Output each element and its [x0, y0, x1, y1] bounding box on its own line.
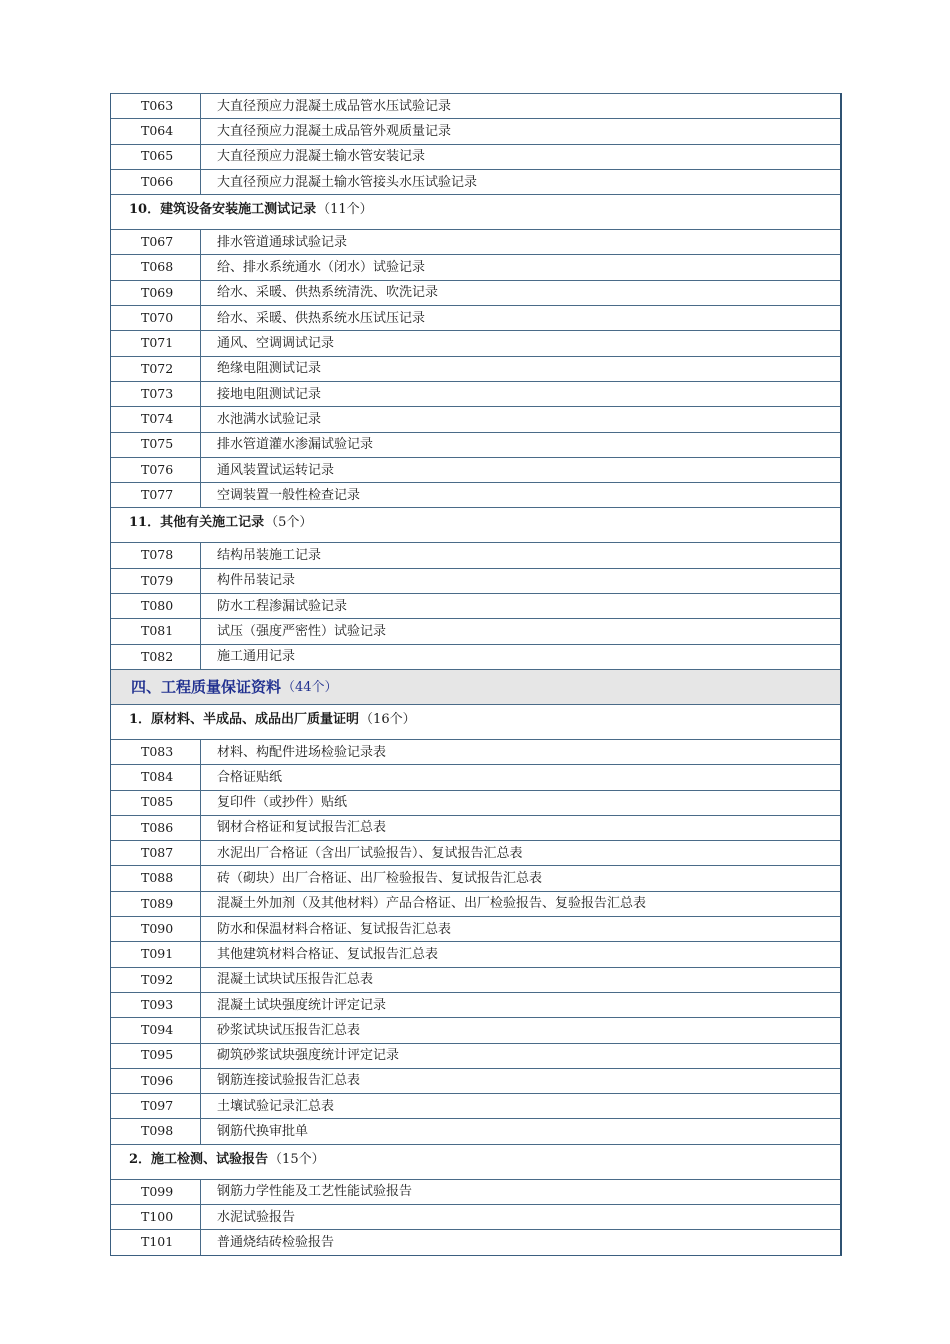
- section-title: 四、工程质量保证资料: [131, 678, 282, 697]
- record-code: T064: [111, 119, 201, 143]
- record-name: 材料、构配件进场检验记录表: [217, 744, 387, 760]
- subsection-header: [111, 194, 840, 229]
- records-table: [110, 93, 842, 1256]
- record-name: 大直径预应力混凝土输水管安装记录: [217, 149, 426, 165]
- record-name: 水泥出厂合格证（含出厂试验报告）、复试报告汇总表: [217, 845, 523, 861]
- table-row: [111, 764, 840, 789]
- table-row: [111, 1017, 840, 1042]
- record-name: 绝缘电阻测试记录: [217, 361, 322, 377]
- subsection-header: [111, 704, 840, 739]
- record-code: T082: [111, 645, 201, 669]
- record-name: 大直径预应力混凝土输水管接头水压试验记录: [217, 174, 478, 190]
- record-name: 结构吊装施工记录: [217, 548, 322, 564]
- subsection-count: （16个）: [360, 711, 416, 727]
- record-code: T089: [111, 892, 201, 916]
- record-name: 钢筋代换审批单: [217, 1124, 309, 1140]
- record-code: T101: [111, 1230, 201, 1254]
- record-name: 合格证贴纸: [217, 769, 283, 785]
- record-name: 给、排水系统通水（闭水）试验记录: [217, 260, 426, 276]
- record-code: T090: [111, 917, 201, 941]
- record-name: 水池满水试验记录: [217, 411, 322, 427]
- record-code: T095: [111, 1044, 201, 1068]
- subsection-count: （15个）: [269, 1151, 325, 1167]
- table-row: [111, 1043, 840, 1068]
- record-code: T091: [111, 942, 201, 966]
- record-code: T083: [111, 740, 201, 764]
- table-row: [111, 891, 840, 916]
- subsection-header: [111, 507, 840, 542]
- table-row: [111, 992, 840, 1017]
- record-code: T072: [111, 357, 201, 381]
- subsection-header: [111, 1144, 840, 1179]
- table-row: [111, 356, 840, 381]
- record-name: 施工通用记录: [217, 649, 296, 665]
- record-code: T088: [111, 866, 201, 890]
- record-name: 其他建筑材料合格证、复试报告汇总表: [217, 946, 439, 962]
- record-name: 混凝土外加剂（及其他材料）产品合格证、出厂检验报告、复验报告汇总表: [217, 896, 647, 912]
- table-row: [111, 381, 840, 406]
- table-row: [111, 1229, 840, 1254]
- table-row: [111, 916, 840, 941]
- table-row: [111, 967, 840, 992]
- record-code: T071: [111, 331, 201, 355]
- record-name: 接地电阻测试记录: [217, 386, 322, 402]
- record-name: 排水管道通球试验记录: [217, 234, 348, 250]
- table-row: [111, 93, 840, 118]
- record-name: 通风装置试运转记录: [217, 462, 335, 478]
- record-name: 空调装置一般性检查记录: [217, 487, 361, 503]
- section-header: [111, 669, 840, 704]
- record-code: T063: [111, 94, 201, 118]
- record-name: 给水、采暖、供热系统清洗、吹洗记录: [217, 285, 439, 301]
- record-code: T098: [111, 1119, 201, 1143]
- table-row: [111, 229, 840, 254]
- table-row: [111, 482, 840, 507]
- record-code: T093: [111, 993, 201, 1017]
- table-row: [111, 144, 840, 169]
- record-name: 混凝土试块强度统计评定记录: [217, 997, 387, 1013]
- record-name: 试压（强度严密性）试验记录: [217, 623, 387, 639]
- record-code: T081: [111, 619, 201, 643]
- table-row: [111, 1093, 840, 1118]
- record-code: T077: [111, 483, 201, 507]
- table-row: [111, 169, 840, 194]
- table-row: [111, 542, 840, 567]
- record-name: 砂浆试块试压报告汇总表: [217, 1022, 361, 1038]
- table-row: [111, 865, 840, 890]
- record-name: 通风、空调调试记录: [217, 336, 335, 352]
- record-name: 砌筑砂浆试块强度统计评定记录: [217, 1048, 400, 1064]
- table-row: [111, 568, 840, 593]
- table-row: [111, 457, 840, 482]
- record-code: T099: [111, 1180, 201, 1204]
- table-row: [111, 1204, 840, 1229]
- record-name: 大直径预应力混凝土成品管水压试验记录: [217, 98, 452, 114]
- record-code: T065: [111, 145, 201, 169]
- record-name: 钢筋连接试验报告汇总表: [217, 1073, 361, 1089]
- record-name: 大直径预应力混凝土成品管外观质量记录: [217, 123, 452, 139]
- record-name: 复印件（或抄件）贴纸: [217, 795, 348, 811]
- record-name: 钢筋力学性能及工艺性能试验报告: [217, 1184, 413, 1200]
- section-count: （44个）: [282, 680, 338, 696]
- record-code: T066: [111, 170, 201, 194]
- table-row: [111, 790, 840, 815]
- record-name: 土壤试验记录汇总表: [217, 1098, 335, 1114]
- record-code: T068: [111, 255, 201, 279]
- record-code: T094: [111, 1018, 201, 1042]
- record-code: T076: [111, 458, 201, 482]
- table-row: [111, 406, 840, 431]
- table-row: [111, 1118, 840, 1143]
- subsection-title: 10．建筑设备安装施工测试记录: [129, 202, 317, 218]
- record-name: 钢材合格证和复试报告汇总表: [217, 820, 387, 836]
- table-row: [111, 118, 840, 143]
- record-code: T096: [111, 1069, 201, 1093]
- record-code: T087: [111, 841, 201, 865]
- table-row: [111, 1068, 840, 1093]
- record-code: T079: [111, 569, 201, 593]
- record-code: T086: [111, 816, 201, 840]
- table-row: [111, 644, 840, 669]
- table-row: [111, 739, 840, 764]
- table-row: [111, 593, 840, 618]
- table-row: [111, 941, 840, 966]
- record-name: 防水和保温材料合格证、复试报告汇总表: [217, 921, 452, 937]
- record-name: 砖（砌块）出厂合格证、出厂检验报告、复试报告汇总表: [217, 871, 543, 887]
- record-code: T078: [111, 543, 201, 567]
- table-row: [111, 280, 840, 305]
- record-name: 水泥试验报告: [217, 1209, 296, 1225]
- table-row: [111, 815, 840, 840]
- record-name: 排水管道灌水渗漏试验记录: [217, 437, 374, 453]
- subsection-title: 1．原材料、半成品、成品出厂质量证明: [129, 711, 360, 727]
- record-name: 防水工程渗漏试验记录: [217, 598, 348, 614]
- table-row: [111, 330, 840, 355]
- table-row: [111, 305, 840, 330]
- record-code: T084: [111, 765, 201, 789]
- record-name: 给水、采暖、供热系统水压试压记录: [217, 310, 426, 326]
- table-row: [111, 618, 840, 643]
- table-row: [111, 432, 840, 457]
- record-name: 混凝土试块试压报告汇总表: [217, 972, 374, 988]
- subsection-title: 11．其他有关施工记录: [129, 515, 265, 531]
- record-code: T100: [111, 1205, 201, 1229]
- record-code: T097: [111, 1094, 201, 1118]
- table-row: [111, 1179, 840, 1204]
- subsection-count: （5个）: [265, 515, 313, 531]
- record-name: 构件吊装记录: [217, 573, 296, 589]
- record-code: T073: [111, 382, 201, 406]
- subsection-count: （11个）: [317, 202, 373, 218]
- record-code: T092: [111, 968, 201, 992]
- record-code: T069: [111, 281, 201, 305]
- table-row: [111, 254, 840, 279]
- subsection-title: 2．施工检测、试验报告: [129, 1151, 269, 1167]
- record-code: T075: [111, 433, 201, 457]
- record-code: T070: [111, 306, 201, 330]
- record-code: T074: [111, 407, 201, 431]
- record-code: T085: [111, 791, 201, 815]
- record-name: 普通烧结砖检验报告: [217, 1234, 335, 1250]
- record-code: T067: [111, 230, 201, 254]
- record-code: T080: [111, 594, 201, 618]
- table-row: [111, 840, 840, 865]
